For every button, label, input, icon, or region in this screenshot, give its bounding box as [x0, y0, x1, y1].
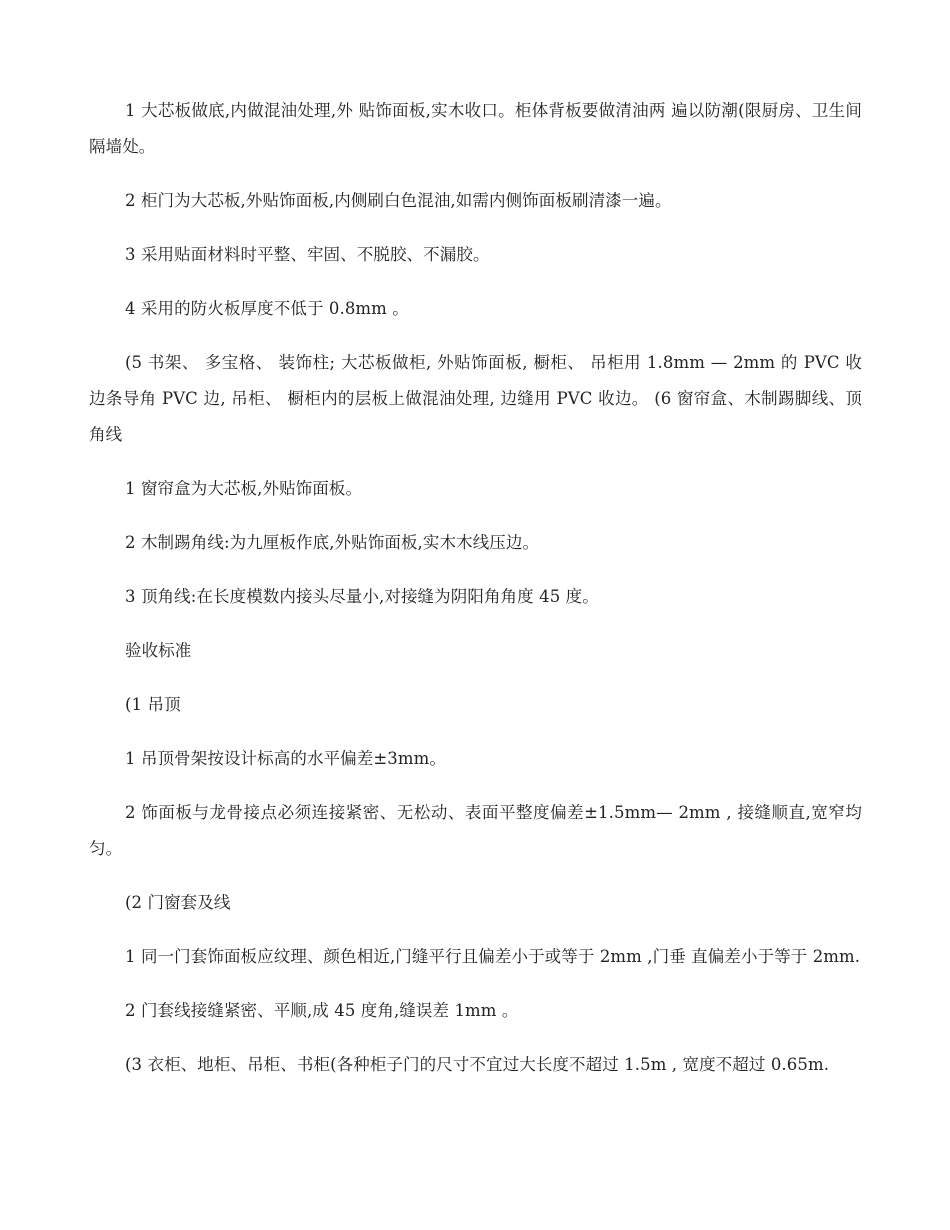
paragraph-2: 2 柜门为大芯板,外贴饰面板,内侧刷白色混油,如需内侧饰面板刷清漆一遍。	[125, 191, 672, 210]
paragraph-3: 3 采用贴面材料时平整、牢固、不脱胶、不漏胶。	[125, 245, 490, 264]
subsection-door-window: (2 门窗套及线	[125, 893, 231, 912]
paragraph-1: 1 大芯板做底,内做混油处理,外 贴饰面板,实木收口。柜体背板要做清油两 遍以防潮(限厨房、卫生间隔墙处。	[89, 101, 862, 156]
paragraph-12: 2 饰面板与龙骨接点必须连接紧密、无松动、表面平整度偏差±1.5mm— 2mm , 接缝顺直,宽窄均匀。	[89, 803, 862, 858]
paragraph-7: 2 木制踢角线:为九厘板作底,外贴饰面板,实木木线压边。	[125, 533, 540, 552]
paragraph-5: (5 书架、 多宝格、 装饰柱; 大芯板做柜, 外贴饰面板, 橱柜、 吊柜用 1.8mm — 2mm 的 PVC 收边条导角 PVC 边, 吊柜、 橱柜内的层板上做混油处理, 边缝用 PVC 收边。 (6 窗帘盒、木制踢脚线、顶角线	[89, 353, 862, 444]
paragraph-15: 2 门套线接缝紧密、平顺,成 45 度角,缝误差 1mm 。	[125, 1001, 519, 1020]
paragraph-6: 1 窗帘盒为大芯板,外贴饰面板。	[125, 479, 363, 498]
paragraph-11: 1 吊顶骨架按设计标高的水平偏差±3mm。	[125, 749, 446, 768]
section-heading-acceptance: 验收标准	[125, 641, 192, 660]
paragraph-14: 1 同一门套饰面板应纹理、颜色相近,门缝平行且偏差小于或等于 2mm ,门垂 直偏差小于等于 2mm.	[125, 947, 861, 966]
paragraph-8: 3 顶角线:在长度模数内接头尽量小,对接缝为阴阳角角度 45 度。	[125, 587, 599, 606]
subsection-ceiling: (1 吊顶	[125, 695, 181, 714]
subsection-cabinets: (3 衣柜、地柜、吊柜、书柜(各种柜子门的尺寸不宜过大长度不超过 1.5m , 宽度不超过 0.65m.	[125, 1055, 830, 1074]
paragraph-4: 4 采用的防火板厚度不低于 0.8mm 。	[125, 299, 409, 318]
